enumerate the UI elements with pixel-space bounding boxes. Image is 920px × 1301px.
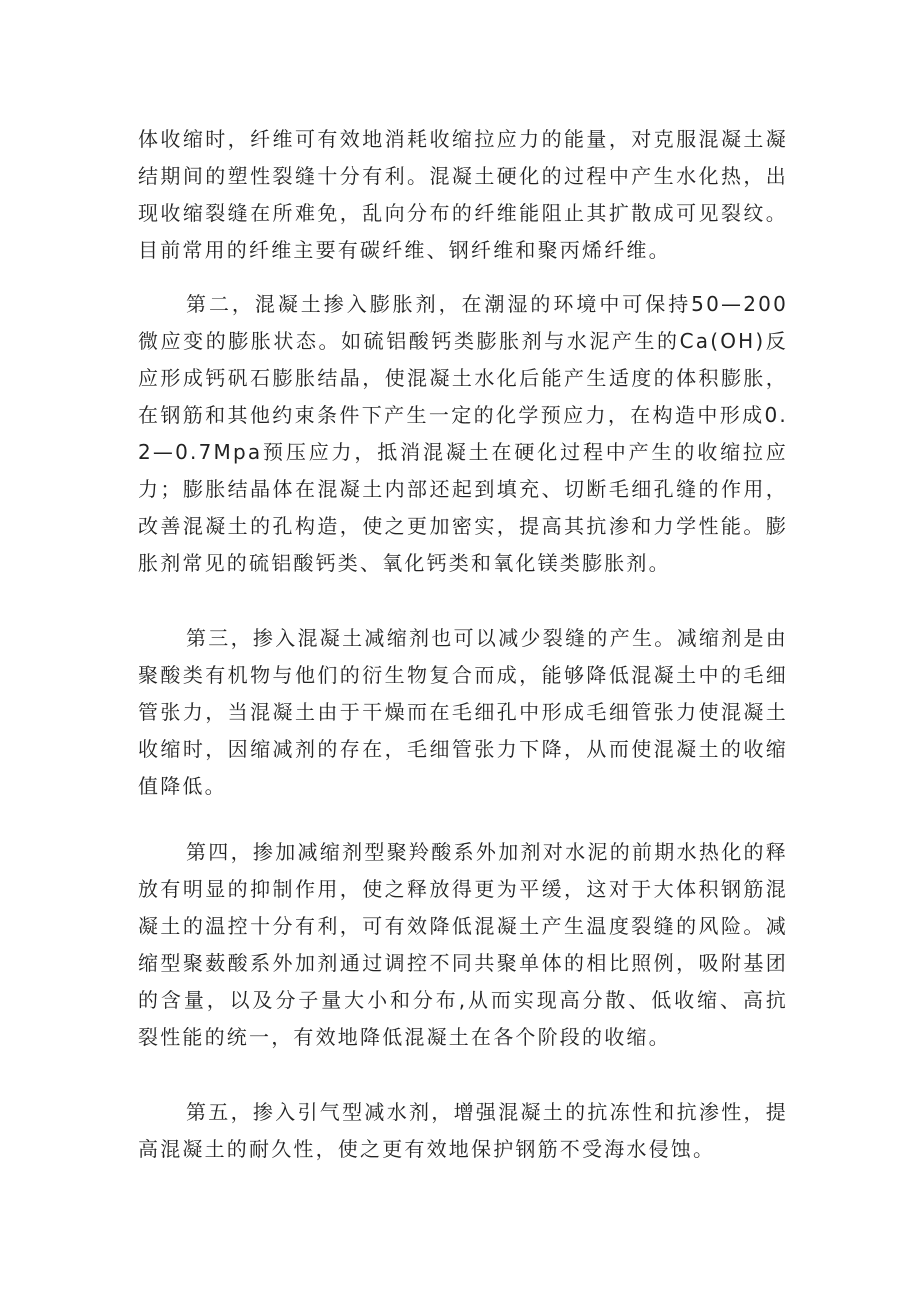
paragraph-fiber-continuation: 体收缩时，纤维可有效地消耗收缩拉应力的能量，对克服混凝土凝结期间的塑性裂缝十分有利。混凝土硬化的过程中产生水化热，出现收缩裂缝在所难免，乱向分布的纤维能阻止其扩散成可见裂纹。目前常用的纤维主要有碳纤维、钢纤维和聚丙烯纤维。 <box>138 127 788 262</box>
paragraph-polycarboxylate-admixture: 第四，掺加减缩剂型聚羚酸系外加剂对水泥的前期水热化的释放有明显的抑制作用，使之释放得更为平缓，这对于大体积钢筋混凝土的温控十分有利，可有效降低混凝土产生温度裂缝的风险。减缩型聚薮酸系外加剂通过调控不同共聚单体的相比照例，吸附基团的含量，以及分子量大小和分布,从而实现高分散、低收缩、高抗裂性能的统一，有效地降低混凝土在各个阶段的收缩。 <box>138 840 788 1049</box>
paragraph-shrinkage-reducer: 第三，掺入混凝土减缩剂也可以减少裂缝的产生。减缩剂是由聚酸类有机物与他们的衍生物复合而成，能够降低混凝土中的毛细管张力，当混凝土由于干燥而在毛细孔中形成毛细管张力使混凝土收缩时，因缩减剂的存在，毛细管张力下降，从而使混凝土的收缩值降低。 <box>138 626 788 798</box>
paragraph-air-entraining-reducer: 第五，掺入引气型减水剂，增强混凝土的抗冻性和抗渗性，提高混凝土的耐久性，使之更有效地保护钢筋不受海水侵蚀。 <box>138 1100 788 1161</box>
paragraph-expansive-agent: 第二，混凝土掺入膨胀剂，在潮湿的环境中可保持50—200微应变的膨胀状态。如硫铝酸钙类膨胀剂与水泥产生的Ca(OH)反应形成钙矾石膨胀结晶，使混凝土水化后能产生适度的体积膨胀，在钢筋和其他约束条件下产生一定的化学预应力，在构造中形成0.2—0.7Mpa预压应力，抵消混凝土在硬化过程中产生的收缩拉应力；膨胀结晶体在混凝土内部还起到填充、切断毛细孔缝的作用，改善混凝土的孔构造，使之更加密实，提高其抗渗和力学性能。膨胀剂常见的硫铝酸钙类、氧化钙类和氧化镁类膨胀剂。 <box>138 292 788 575</box>
